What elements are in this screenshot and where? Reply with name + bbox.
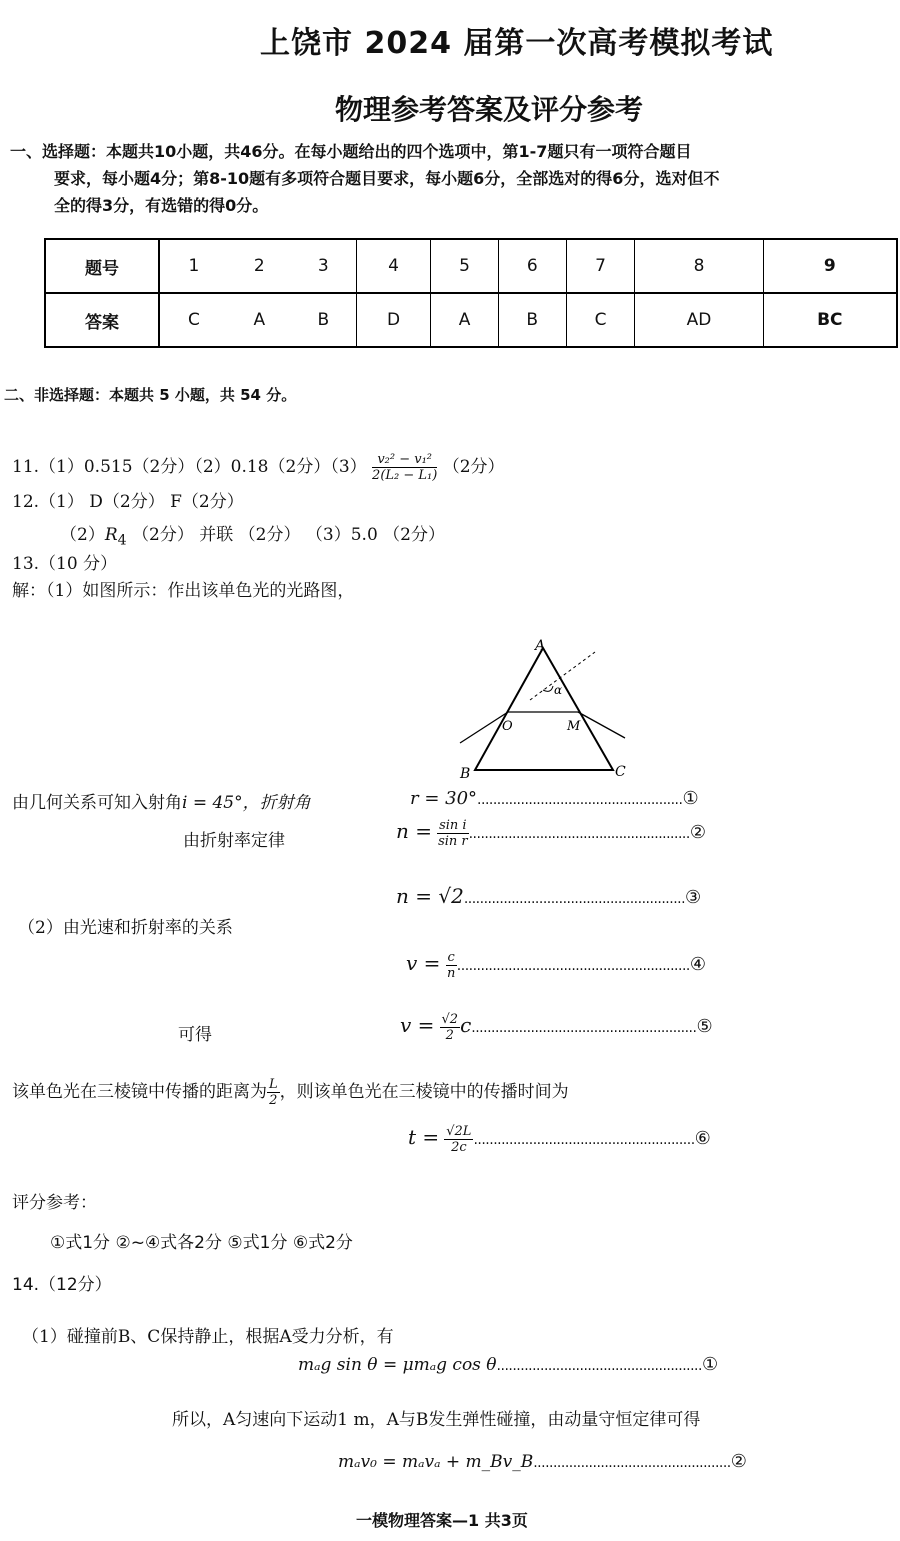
q13-score-heading: 评分参考： [12,1193,97,1213]
answer-cell: D [356,293,430,347]
angle-arc [543,686,553,691]
q11-part1: 11.（1）0.515（2分）（2）0.18（2分）（3） [12,457,367,477]
q13-keyi: 可得 [178,1025,212,1045]
section1-line3: 全的得3分，有选错的得0分。 [54,196,269,215]
incident-ray [460,712,508,743]
q13-eq6: t = $\frac{√2L}{2c}$ ........................................................⑥ [408,1124,711,1155]
point-label-o: O [502,719,513,734]
q13-eq5-den: 2 [445,1028,454,1043]
q13-eq5-lhs: v = [400,1013,435,1037]
q13-eq4-den: n [446,966,456,981]
q13-eq4-num: c [447,950,455,965]
q13-eq1-i: i = 45°，折射角 [182,793,311,813]
q11-fraction [372,452,437,483]
table-answer-label: 答案 [45,293,159,347]
q13-eq2-text: 由折射率定律 [183,831,285,851]
q13-distance-text [12,1077,569,1108]
q13-eq5-tail: c [460,1013,472,1037]
answer-table [44,238,898,348]
q13-eq2-mark: ② [689,822,706,843]
q13-eq5-num: √2 [441,1012,459,1027]
q13-score-text: ①式1分 ②~④式各2分 ⑤式1分 ⑥式2分 [50,1233,353,1253]
q13-eq1-mark: ① [682,788,699,809]
q13-eq4-lhs: v = [406,951,441,975]
q13-eq6-den: 2c [451,1140,467,1155]
q13-eq6-frac [444,1124,473,1155]
answer-cell: C [566,293,635,347]
answer-cell: A [228,293,291,347]
q11-answer [12,452,505,483]
q14-heading: 14.（12分） [12,1275,112,1295]
q13-eq6-lhs: t = [408,1125,440,1149]
q13-eq4-frac [446,950,457,981]
q13-dist-a: 该单色光在三棱镜中传播的距离为 [12,1082,267,1102]
q14-eq1-mark: ① [701,1354,719,1375]
table-row-numbers [45,239,897,293]
q13-eq2-num: sin i [439,818,467,833]
q13-eq2-lhs: n = [396,819,432,843]
q13-dist-num: L [269,1077,278,1092]
q13-solution-intro: 解：（1）如图所示：作出该单色光的光路图， [12,581,355,601]
question-number: 5 [431,239,499,293]
q13-eq5: v = $\frac{√2}{2}$ c.........................................................⑤ [400,1012,713,1043]
q14-eq2: mₐv₀ = mₐvₐ + m_Bv_B..................................................② [338,1451,747,1472]
q11-frac-den: 2(L₂ − L₁) [372,468,438,483]
q13-eq2-frac [437,818,469,849]
section2-heading: 二、非选择题：本题共 5 小题，共 54 分。 [4,386,297,404]
question-number: 4 [356,239,430,293]
q13-eq5-frac [440,1012,461,1043]
q14-eq1-formula: mₐg sin θ = μmₐg cos θ [298,1355,497,1375]
q13-eq1-text [12,788,311,813]
q13-eq4-mark: ④ [689,954,706,975]
exit-ray [578,712,625,738]
point-label-m: M [567,719,581,734]
q12-line2 [60,520,445,548]
q11-part2: （2分） [442,457,505,477]
q14-eq2-mark: ② [730,1451,747,1472]
q13-part2-text: （2）由光速和折射率的关系 [18,918,233,938]
answer-cell: B [498,293,566,347]
question-number: 3 [291,239,357,293]
answer-cell: B [291,293,357,347]
section1-line1: 一、选择题：本题共10小题，共46分。在每小题给出的四个选项中，第1-7题只有一项符合题目 [10,142,692,161]
q14-p2: 所以，A匀速向下运动1 m，A与B发生弹性碰撞，由动量守恒定律可得 [172,1410,701,1430]
q12-line2-a: （2） [60,525,105,545]
q13-heading: 13.（10 分） [12,554,118,574]
answer-cell: C [159,293,228,347]
q13-eq1-r: r = 30° [410,788,478,809]
section1-line2: 要求，每小题4分；第8-10题有多项符合题目要求，每小题6分，全部选对的得6分，选对但不 [54,169,720,188]
answer-cell: BC [763,293,897,347]
answer-cell: A [431,293,499,347]
q13-dist-b: ，则该单色光在三棱镜中的传播时间为 [279,1082,569,1102]
q12-resistor-sub: 4 [117,532,127,549]
question-number: 2 [228,239,291,293]
q14-eq1: mₐg sin θ = μmₐg cos θ....................................................① [298,1354,719,1375]
question-number: 7 [566,239,635,293]
vertex-label-b: B [460,766,471,780]
prism-diagram [450,630,640,780]
angle-label-alpha: α [554,683,563,697]
q13-eq6-mark: ⑥ [694,1128,711,1149]
question-number: 8 [635,239,763,293]
answer-cell: AD [635,293,763,347]
table-header-label: 题号 [45,239,159,293]
q13-eq3-formula: n = √2 [396,884,464,908]
page-footer: 一模物理答案—1 共3页 [356,1511,528,1530]
vertex-label-a: A [535,638,546,654]
q12-line2-b: （2分） 并联 （2分） （3）5.0 （2分） [132,525,445,545]
q13-eq4: v = $\frac{c}{n}$ ...........................................................④ [406,950,706,981]
q13-eq2: n = $\frac{\text{sin i}}{\text{sin r}}$ ........................................................② [396,818,706,849]
q13-eq1: r = 30°....................................................① [410,788,699,809]
q13-eq1-prefix: 由几何关系可知入射角 [12,793,182,813]
q11-frac-num: v₂² − v₁² [372,452,437,468]
q12-line1: 12.（1） D（2分） F（2分） [12,492,244,512]
q13-dist-frac [267,1077,280,1108]
q13-eq3-mark: ③ [685,887,702,908]
question-number: 1 [159,239,228,293]
page-subtitle: 物理参考答案及评分参考 [335,93,644,126]
q13-eq5-mark: ⑤ [696,1016,713,1037]
table-row-answers [45,293,897,347]
prism-triangle [475,648,613,770]
page-title: 上饶市 2024 届第一次高考模拟考试 [260,26,774,61]
question-number: 6 [498,239,566,293]
normal-line [530,652,595,700]
q13-eq6-num: √2L [446,1124,472,1139]
q13-eq3: n = √2........................................................③ [396,884,702,908]
q12-resistor: R [104,525,118,545]
question-number: 9 [763,239,897,293]
q14-eq2-formula: mₐv₀ = mₐvₐ + m_Bv_B [338,1452,534,1472]
q14-p1: （1）碰撞前B、C保持静止，根据A受力分析，有 [22,1327,394,1347]
q13-dist-den: 2 [269,1093,278,1108]
vertex-label-c: C [615,764,626,780]
q13-eq2-den: sin r [438,834,468,849]
section1-instructions [10,138,840,219]
